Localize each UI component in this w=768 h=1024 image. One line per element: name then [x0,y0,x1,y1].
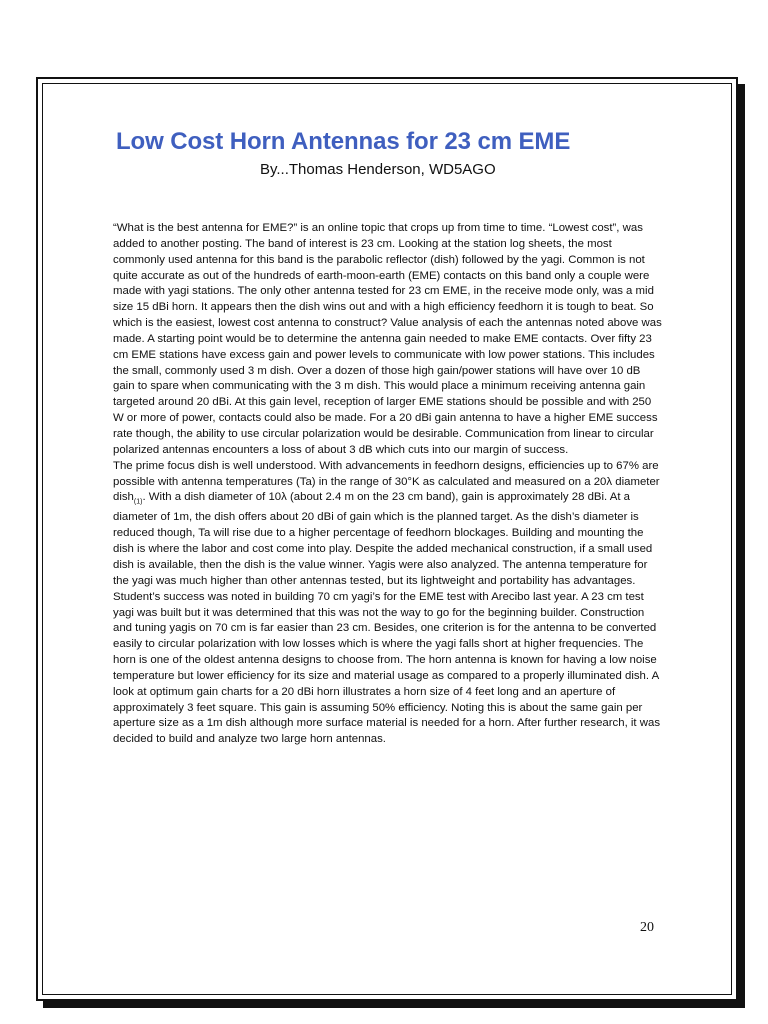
reference-mark: (1) [133,498,143,506]
article-body [113,221,663,748]
paragraph-2-part-1: The prime focus dish is well understood. With advancements in feedhorn designs, efficiencies up to 67% are possible with antenna temperatures (Ta) in the range of 30°K as calculated and measured on a 20λ diameter dish [113,459,660,504]
paragraph-2 [113,459,663,748]
page-number: 20 [640,920,654,935]
paragraph-2-part-2: . With a dish diameter of 10λ (about 2.4 m on the 23 cm band), gain is approximately 28 dBi. At a diameter of 1m, the dish offers about 20 dBi of gain which is the planned target. As the dish’s diameter is reduced though, Ta will rise due to a higher percentage of feedhorn blockages. Building and mounting the dish is where the labor and cost come into play. Despite the added mechanical construction, if a small used dish is available, then the dish is the value winner. Yagis were also analyzed. The antenna temperature for the yagi was much higher than other antennas tested, but its lightweight and portability has advantages. Student’s success was noted in building 70 cm yagi’s for the EME test with Arecibo last year. A 23 cm test yagi was built but it was determined that this was not the way to go for the beginning builder. Construction and tuning yagis on 70 cm is far easier than 23 cm. Besides, one criterion is for the antenna to be converted easily to circular polarization with low losses which is where the yagi falls short at higher frequencies. The horn is one of the oldest antenna designs to choose from. The horn antenna is known for having a low noise temperature but lower efficiency for its size and material usage as compared to a properly illuminated dish. A look at optimum gain charts for a 20 dBi horn illustrates a horn size of 4 feet long and an aperture of approximately 3 feet square. This gain is assuming 50% efficiency. Noting this is about the same gain per aperture size as a 1m dish although more surface material is needed for a horn. After further research, it was decided to build and analyze two large horn antennas. [113,491,661,746]
article-title: Low Cost Horn Antennas for 23 cm EME [116,128,571,155]
paragraph-1: “What is the best antenna for EME?” is an online topic that crops up from time to time. “Lowest cost”, was added to another posting. The band of interest is 23 cm. Looking at the station log sheets, the most commonly used antenna for this band is the parabolic reflector (dish) followed by the yagi. Common is not quite accurate as out of the hundreds of earth-moon-earth (EME) contacts on this band only a couple were made with yagi stations. The only other antenna tested for 23 cm EME, in the receive mode only, was a mid size 15 dBi horn. It appears then the dish wins out and with a high efficiency feedhorn it is tough to beat. So which is the easiest, lowest cost antenna to construct? Value analysis of each the antennas noted above was made. A starting point would be to determine the antenna gain needed to make EME contacts. Over fifty 23 cm EME stations have excess gain and power levels to communicate with low power stations. This includes the small, commonly used 3 m dish. Over a dozen of those high gain/power stations will have over 10 dB gain to spare when communicating with the 3 m dish. This would place a minimum receiving antenna gain targeted around 20 dBi. At this gain level, reception of larger EME stations should be possible and with 250 W or more of power, contacts could also be made. For a 20 dBi gain antenna to have a higher EME success rate though, the ability to use circular polarization would be desirable. Communication from linear to circular polarized antennas encounters a loss of about 3 dB which cuts into our margin of success. [113,222,662,456]
article-byline: By...Thomas Henderson, WD5AGO [260,161,496,178]
